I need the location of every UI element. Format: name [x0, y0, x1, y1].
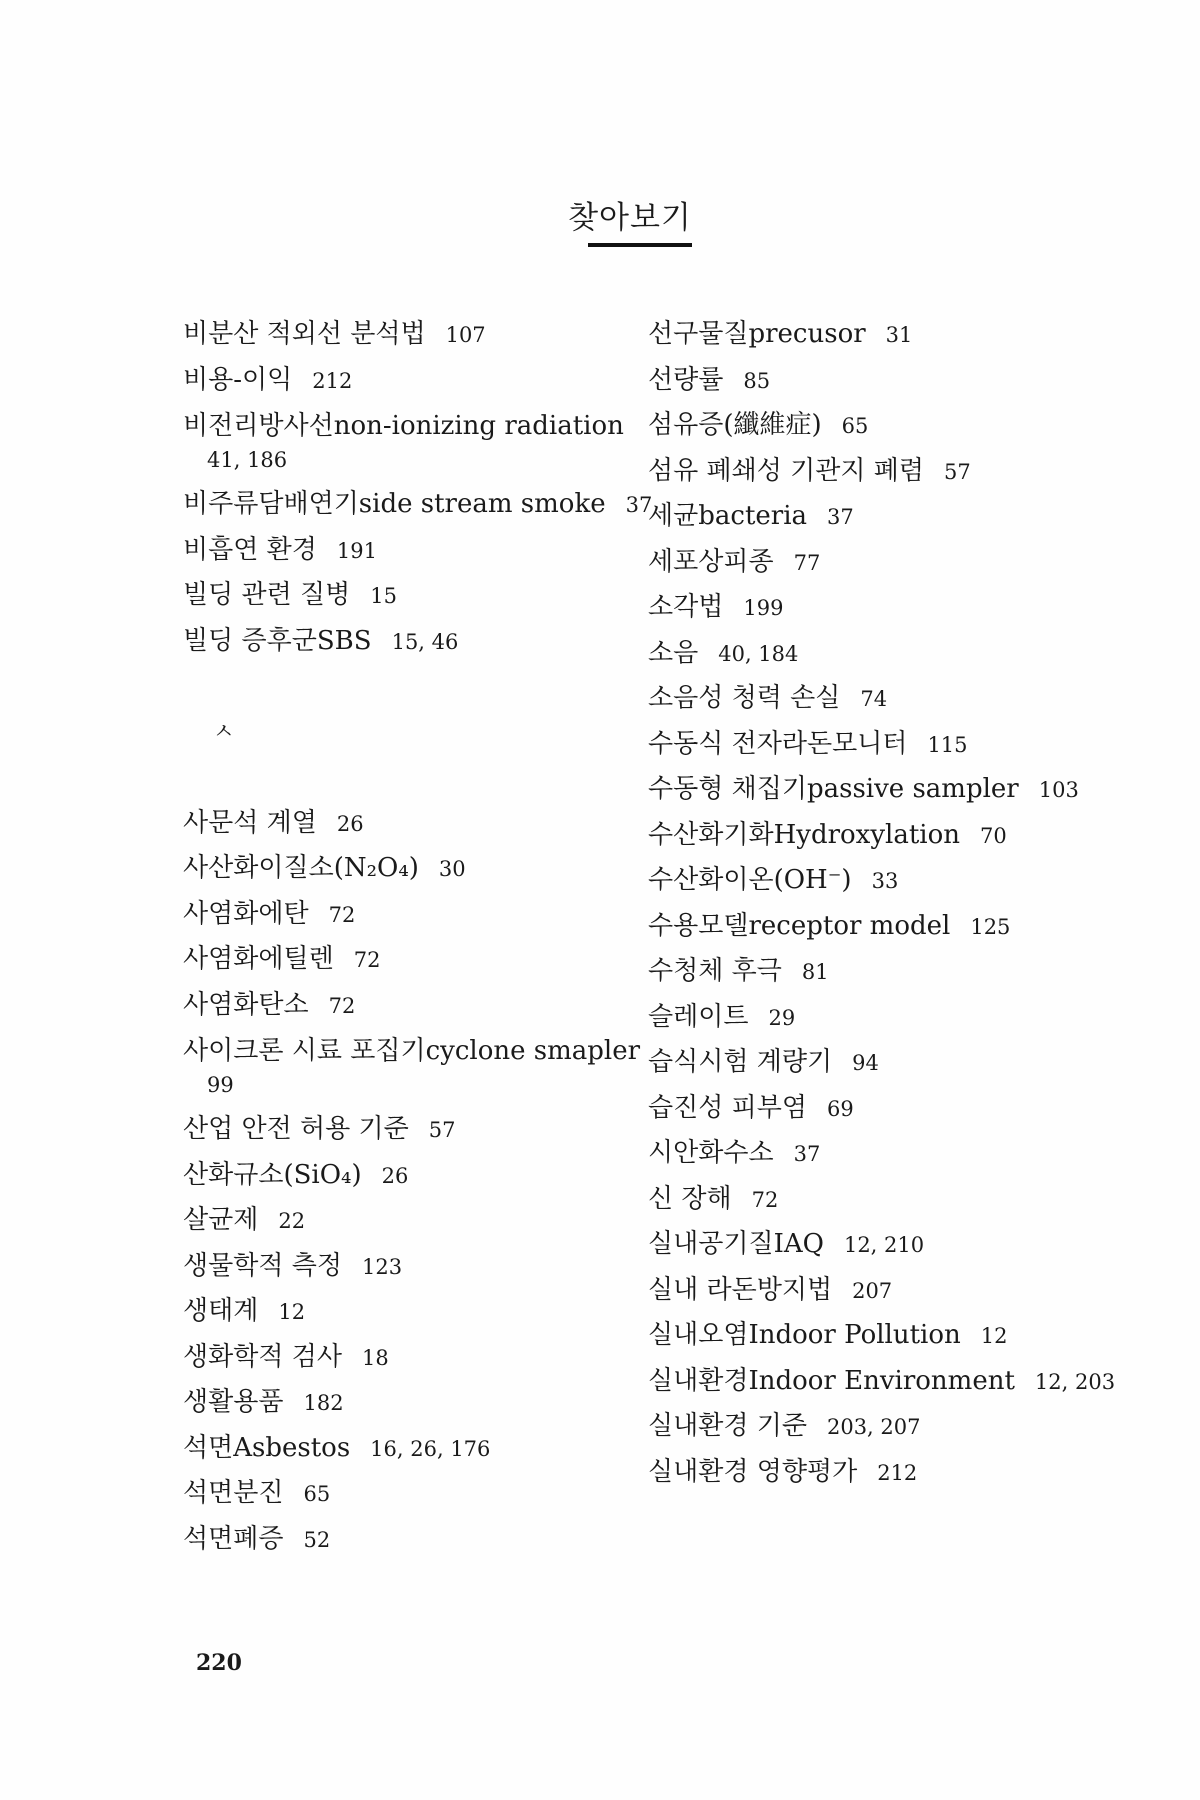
index-entry — [648, 449, 1118, 495]
page-title: 찾아보기 — [568, 200, 692, 236]
index-pages: 99 — [207, 1073, 234, 1097]
index-entry — [648, 676, 1118, 722]
index-pages: 103 — [1038, 778, 1079, 802]
index-entry — [648, 722, 1118, 768]
index-pages: 29 — [768, 1005, 796, 1030]
index-entry — [183, 1244, 643, 1290]
index-term: 섬유증(纖維症) — [648, 410, 822, 440]
index-term: 생활용품 — [183, 1387, 284, 1417]
index-term: 세균bacteria — [648, 501, 808, 531]
index-term: 석면Asbestos — [183, 1432, 351, 1463]
index-pages: 72 — [328, 902, 356, 927]
index-term: 신 장해 — [648, 1183, 732, 1214]
index-entry — [648, 813, 1118, 859]
index-term: 습식시험 계량기 — [648, 1047, 833, 1077]
index-term: 사염화에틸렌 — [183, 944, 334, 974]
index-term: 선량률 — [648, 364, 724, 395]
index-entry — [183, 482, 653, 528]
index-pages: 12 — [278, 1300, 306, 1324]
index-entry — [648, 358, 1118, 404]
index-pages: 40, 184 — [718, 641, 799, 666]
index-term: 석면분진 — [183, 1478, 284, 1508]
index-pages: 52 — [303, 1527, 331, 1552]
index-term: 사이크론 시료 포집기cyclone smapler — [183, 1036, 641, 1066]
index-entry — [183, 1335, 643, 1381]
index-term: 살균제 — [183, 1205, 259, 1235]
index-term: 수청체 후극 — [648, 956, 782, 986]
index-term: 실내환경Indoor Environment — [648, 1365, 1015, 1396]
index-term: 빌딩 증후군SBS — [183, 625, 372, 656]
index-term: 실내환경 영향평가 — [648, 1456, 858, 1487]
index-entry — [183, 801, 643, 847]
index-entry — [183, 1289, 643, 1335]
index-entry — [183, 1028, 643, 1107]
index-pages: 57 — [943, 459, 971, 484]
section-gap — [183, 755, 643, 801]
index-pages: 107 — [445, 323, 486, 347]
index-term: 소음성 청력 손실 — [648, 683, 841, 713]
index-entry — [183, 1426, 643, 1472]
index-pages: 81 — [801, 960, 829, 984]
index-term: 슬레이트 — [648, 1001, 749, 1032]
index-entry — [648, 858, 1118, 904]
index-entry — [648, 1086, 1118, 1132]
index-term: 사문석 계열 — [183, 807, 317, 838]
index-term: 수산화이온(OH⁻) — [648, 865, 852, 895]
index-pages: 16, 26, 176 — [370, 1436, 491, 1461]
index-pages: 212 — [312, 368, 353, 393]
index-pages: 15 — [370, 584, 397, 608]
index-pages: 72 — [353, 948, 381, 972]
index-entry — [183, 846, 643, 892]
index-term: 비용-이익 — [183, 364, 293, 395]
index-term: 세포상피종 — [648, 546, 774, 577]
index-entry — [648, 494, 1118, 540]
index-term: 실내 라돈방지법 — [648, 1274, 833, 1305]
page-number: 220 — [196, 1650, 242, 1676]
index-pages: 26 — [336, 811, 364, 836]
index-group-s — [183, 801, 643, 1563]
index-pages: 12, 210 — [843, 1233, 925, 1257]
index-entry — [183, 1517, 643, 1563]
index-term: 실내오염Indoor Pollution — [648, 1320, 961, 1350]
index-term: 산업 안전 허용 기준 — [183, 1114, 409, 1144]
index-term: 섬유 폐쇄성 기관지 폐렴 — [648, 455, 924, 486]
index-pages: 85 — [743, 368, 771, 393]
index-entry — [648, 1177, 1118, 1223]
index-term: 소음 — [648, 637, 699, 668]
index-pages: 18 — [361, 1345, 389, 1370]
index-entry — [183, 312, 643, 358]
index-entry — [648, 1404, 1118, 1450]
index-term: 산화규소(SiO₄) — [183, 1159, 362, 1190]
index-term: 비분산 적외선 분석법 — [183, 319, 426, 349]
index-entry — [183, 892, 643, 938]
index-pages: 15, 46 — [391, 629, 459, 654]
index-entry — [183, 358, 643, 404]
index-term: 사염화에탄 — [183, 898, 309, 929]
index-pages: 65 — [303, 1482, 331, 1506]
index-term: 생화학적 검사 — [183, 1341, 342, 1372]
index-pages: 12 — [980, 1324, 1008, 1348]
index-entry — [648, 312, 1118, 358]
index-term: 시안화수소 — [648, 1138, 774, 1168]
index-pages: 12, 203 — [1034, 1369, 1116, 1394]
index-term: 비전리방사선non-ionizing radiation — [183, 411, 624, 441]
index-term: 소각법 — [648, 592, 724, 622]
index-pages: 65 — [841, 414, 869, 438]
index-entry — [183, 619, 643, 665]
index-pages: 22 — [278, 1209, 306, 1233]
index-term: 수용모델receptor model — [648, 910, 951, 941]
index-term: 생물학적 측정 — [183, 1250, 342, 1281]
index-pages: 26 — [381, 1163, 409, 1188]
index-entry — [648, 995, 1118, 1041]
index-pages: 37 — [793, 1142, 821, 1166]
index-term: 빌딩 관련 질병 — [183, 580, 351, 610]
index-pages: 94 — [852, 1051, 879, 1075]
index-pages: 72 — [751, 1187, 779, 1212]
index-pages: 37 — [625, 493, 653, 517]
index-term: 비흡연 환경 — [183, 534, 317, 565]
index-entry — [648, 1268, 1118, 1314]
index-pages: 31 — [885, 323, 913, 347]
index-term: 사산화이질소(N₂O₄) — [183, 853, 419, 883]
index-entry — [183, 1107, 643, 1153]
index-term: 생태계 — [183, 1296, 259, 1326]
index-entry — [183, 1153, 643, 1199]
index-term: 실내환경 기준 — [648, 1411, 807, 1441]
index-term: 사염화탄소 — [183, 989, 309, 1020]
index-pages: 33 — [871, 869, 899, 893]
index-entry — [648, 540, 1118, 586]
index-entry — [648, 631, 1118, 677]
index-group-s-continued — [648, 312, 1118, 1495]
index-term: 수산화기화Hydroxylation — [648, 819, 960, 850]
index-entry — [183, 403, 643, 482]
index-pages: 207 — [852, 1278, 893, 1303]
index-entry — [648, 1131, 1118, 1177]
index-pages: 77 — [793, 550, 821, 575]
index-entry — [183, 1198, 643, 1244]
index-entry — [648, 1040, 1118, 1086]
right-column — [648, 312, 1118, 1495]
index-pages: 69 — [826, 1096, 854, 1121]
index-pages: 70 — [980, 823, 1007, 848]
index-pages: 115 — [927, 732, 968, 757]
index-pages: 72 — [328, 993, 356, 1018]
section-header: ㅅ — [213, 719, 235, 745]
index-entry — [648, 949, 1118, 995]
index-pages: 212 — [877, 1460, 918, 1485]
index-entry — [183, 1380, 643, 1426]
index-pages: 74 — [860, 687, 888, 711]
index-term: 석면폐증 — [183, 1523, 284, 1554]
index-term: 비주류담배연기side stream smoke — [183, 489, 606, 519]
section-gap — [183, 664, 643, 710]
index-entry — [183, 937, 643, 983]
index-term: 수동식 전자라돈모니터 — [648, 728, 908, 759]
index-pages: 191 — [336, 538, 377, 563]
index-entry — [183, 528, 643, 574]
index-pages: 203, 207 — [826, 1415, 921, 1439]
index-term: 선구물질precusor — [648, 319, 866, 349]
index-pages: 125 — [970, 914, 1011, 939]
index-term: 실내공기질IAQ — [648, 1229, 824, 1259]
index-entry — [648, 403, 1118, 449]
index-entry — [648, 1359, 1118, 1405]
index-entry — [648, 904, 1118, 950]
index-pages: 41, 186 — [207, 448, 288, 472]
index-term: 습진성 피부염 — [648, 1092, 807, 1123]
index-entry — [183, 983, 643, 1029]
index-pages: 199 — [743, 596, 784, 620]
index-entry — [648, 585, 1118, 631]
index-entry — [183, 573, 643, 619]
index-pages: 30 — [438, 857, 466, 881]
index-entry — [648, 1313, 1118, 1359]
left-column — [183, 312, 653, 1562]
index-entry — [183, 1471, 643, 1517]
index-term: 수동형 채집기passive sampler — [648, 774, 1019, 804]
index-group-b — [183, 312, 653, 664]
index-pages: 37 — [827, 505, 854, 529]
index-pages: 123 — [361, 1254, 403, 1279]
index-entry — [648, 1450, 1118, 1496]
index-pages: 182 — [303, 1391, 344, 1415]
index-entry — [648, 1222, 1118, 1268]
title-underline — [588, 243, 692, 247]
index-pages: 57 — [428, 1118, 456, 1142]
index-entry — [648, 767, 1118, 813]
